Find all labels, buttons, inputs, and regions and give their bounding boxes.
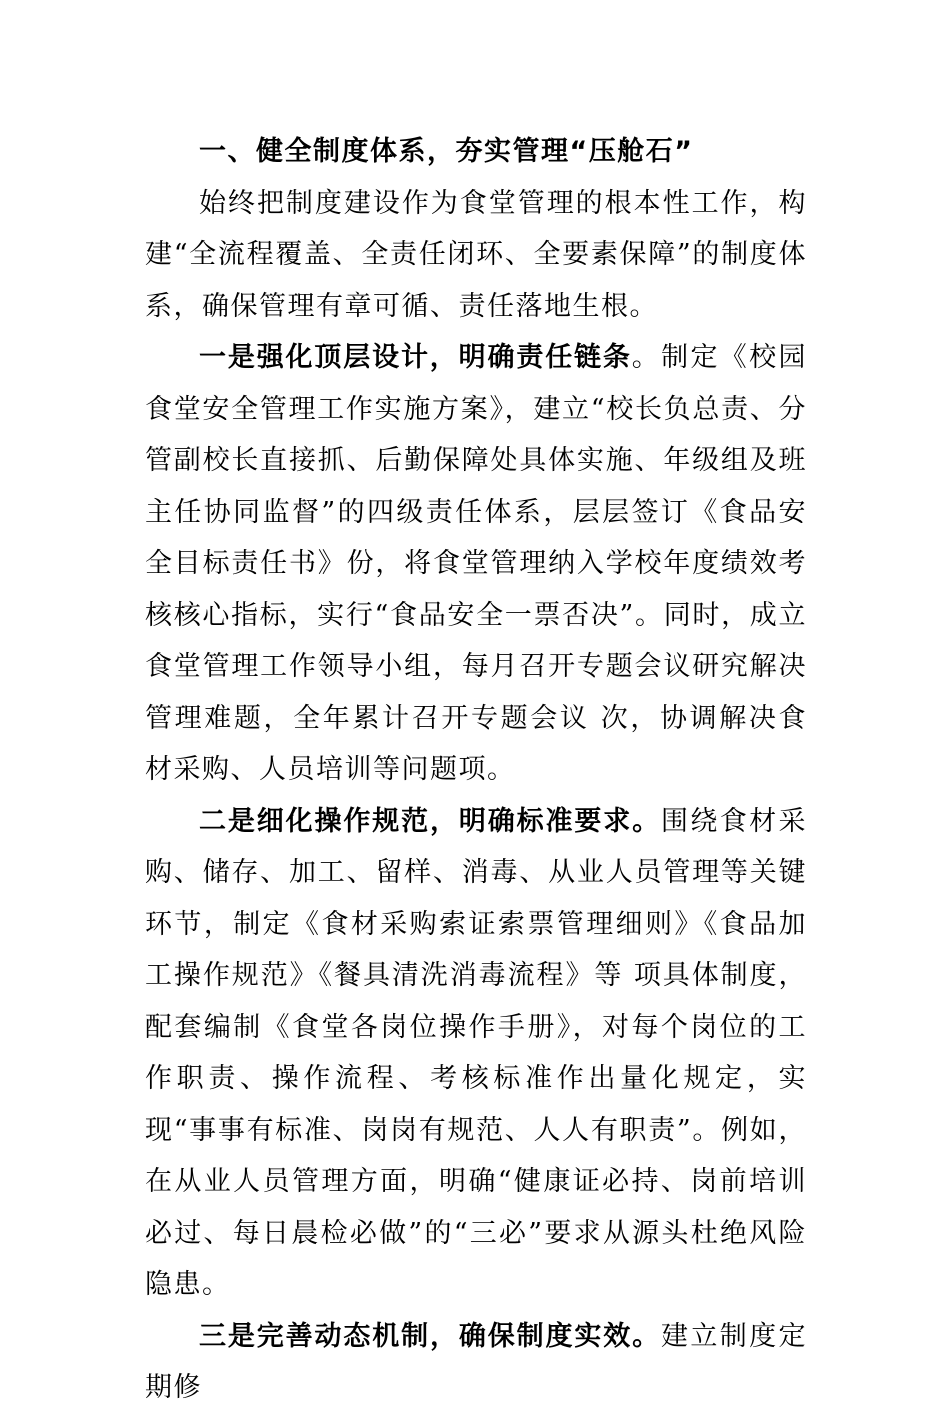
paragraph-1-body: 。制定《校园食堂安全管理工作实施方案》，建立“校长负总责、分管副校长直接抓、后勤保障处具体实施、年级组及班主任协同监督”的四级责任体系，层层签订《食品安全目标责任书》份，将食堂管理纳入学校年度绩效考核核心指标，实行“食品安全一票否决”。同时，成立食堂管理工作领导小组，每月召开专题会议研究解决管理难题，全年累计召开专题会议 次，协调解决食材采购、人员培训等问题项。 bbox=[145, 342, 807, 785]
paragraph-2 bbox=[145, 796, 807, 1311]
section-heading: 一、健全制度体系，夯实管理“压舱石” bbox=[199, 136, 694, 167]
paragraph-2-body: 围绕食材采购、储存、加工、留样、消毒、从业人员管理等关键环节，制定《食材采购索证索票管理细则》《食品加工操作规范》《餐具清洗消毒流程》等 项具体制度，配套编制《食堂各岗位操作手册》，对每个岗位的工作职责、操作流程、考核标准作出量化规定，实现“事事有标准、岗岗有规范、人人有职责”。例如，在从业人员管理方面，明确“健康证必持、岗前培训必过、每日晨检必做”的“三必”要求从源头杜绝风险隐患。 bbox=[145, 805, 807, 1300]
section-intro-paragraph: 始终把制度建设作为食堂管理的根本性工作，构建“全流程覆盖、全责任闭环、全要素保障”的制度体系，确保管理有章可循、责任落地生根。 bbox=[145, 187, 807, 322]
paragraph-2-lead: 二是细化操作规范，明确标准要求。 bbox=[199, 805, 661, 837]
paragraph-1-lead: 一是强化顶层设计，明确责任链条 bbox=[199, 342, 632, 373]
paragraph-1 bbox=[145, 332, 807, 796]
paragraph-3-body: 建立制度定期修 bbox=[145, 1320, 807, 1403]
paragraph-3-lead: 三是完善动态机制，确保制度实效。 bbox=[199, 1320, 661, 1352]
document-body bbox=[145, 126, 807, 1414]
paragraph-3 bbox=[145, 1311, 807, 1414]
